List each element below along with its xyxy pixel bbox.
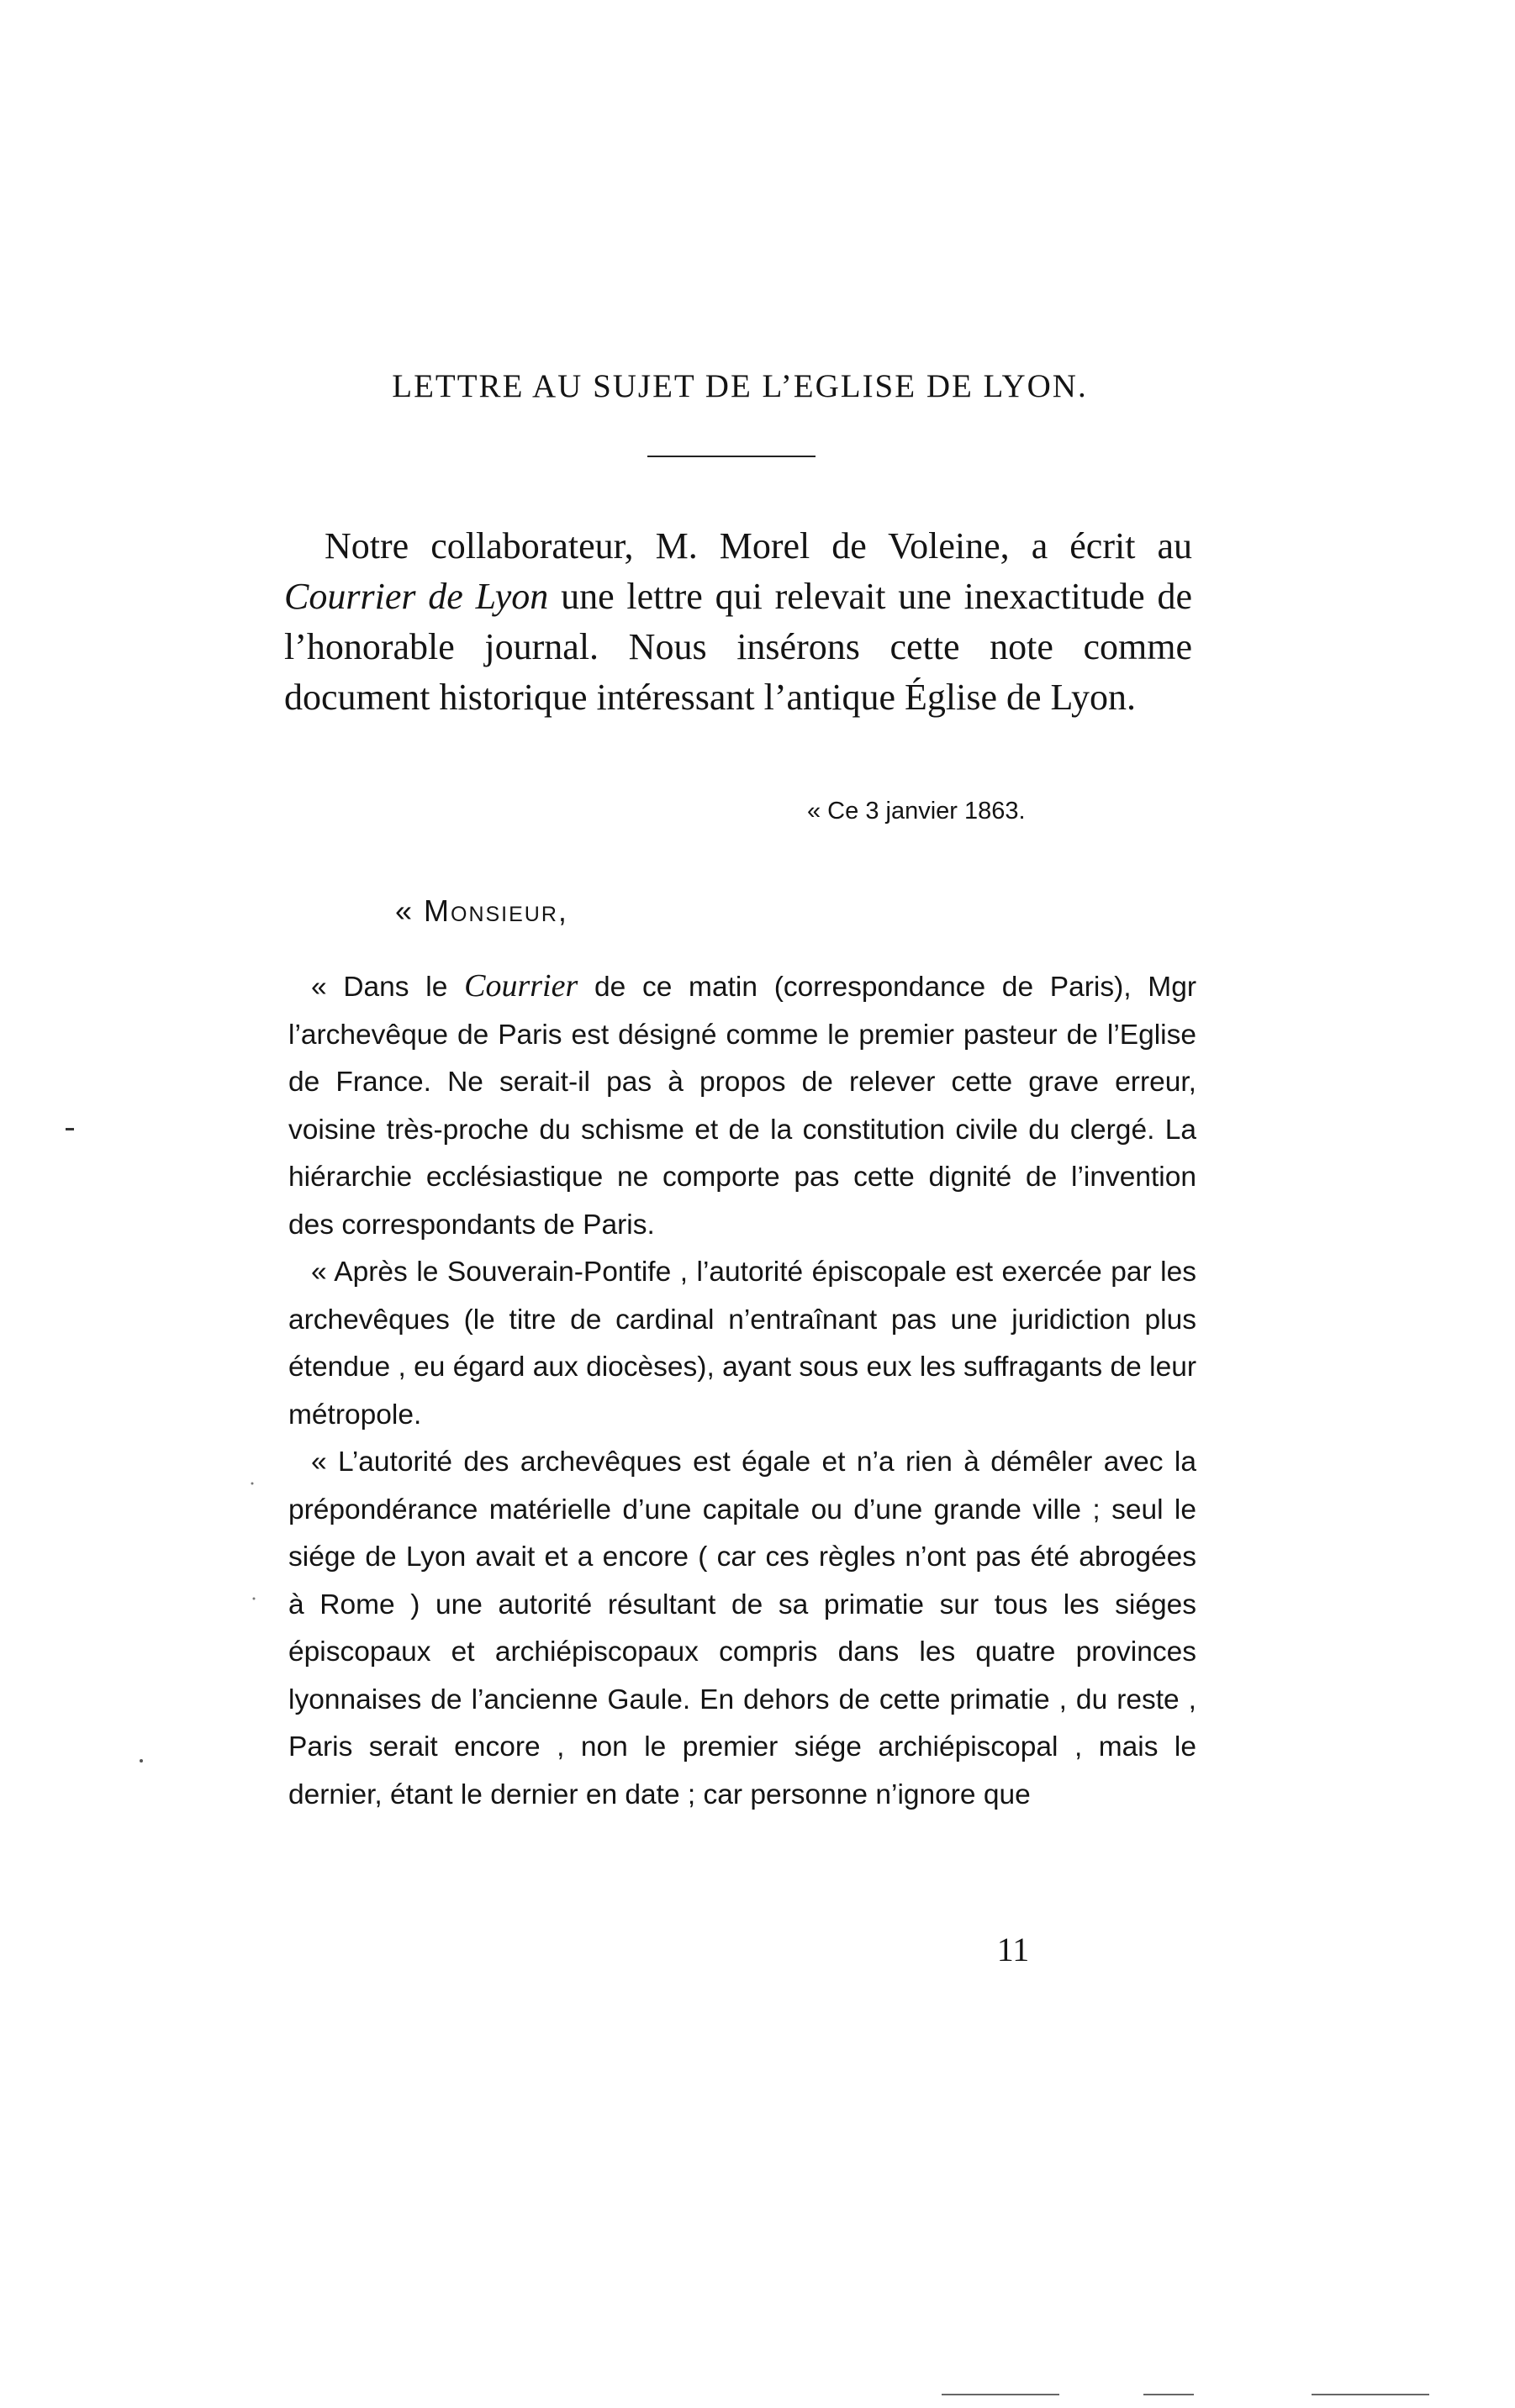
letter-paragraph bbox=[288, 962, 1196, 1249]
newspaper-title: Courrier de Lyon bbox=[284, 576, 549, 617]
margin-speck bbox=[251, 1483, 254, 1485]
letter-date: « Ce 3 janvier 1863. bbox=[807, 798, 1026, 825]
newspaper-name: Courrier bbox=[464, 968, 578, 1004]
letter-paragraph: « Après le Souverain-Pontife , l’autorité épiscopale est exercée par les archevêques (le titre de cardinal n’entraînant pas une juridiction plus étendue , eu égard aux diocèses), ayant sous eux les suffragants de leur métropole. bbox=[288, 1257, 1196, 1431]
margin-speck bbox=[253, 1598, 256, 1600]
intro-paragraph bbox=[284, 521, 1192, 723]
title-divider bbox=[647, 456, 816, 457]
letter-body bbox=[288, 962, 1196, 1819]
margin-speck bbox=[66, 1128, 74, 1130]
letter-paragraph: « L’autorité des archevêques est égale et n’a rien à démêler avec la prépondérance matérielle d’une capitale ou d’une grande ville ; seul le siége de Lyon avait et a encore ( car ces règles n’ont pas été abrogées à Rome ) une autorité résultant de sa primatie sur tous les siéges épiscopaux et archiépiscopaux compris dans les quatre provinces lyonnaises de l’ancienne Gaule. En dehors de cette primatie , du reste , Paris serait encore , non le premier siége archiépiscopal , mais le dernier, étant le dernier en date ; car personne n’ignore que bbox=[288, 1446, 1196, 1810]
bottom-dash bbox=[1143, 2394, 1194, 2395]
letter-salutation: « Monsieur, bbox=[395, 893, 568, 928]
page-title: LETTRE AU SUJET DE L’EGLISE DE LYON. bbox=[392, 368, 1088, 404]
paragraph-text-start: « Dans le bbox=[311, 972, 465, 1003]
page-number: 11 bbox=[996, 1931, 1030, 1968]
bottom-dash bbox=[1312, 2394, 1429, 2395]
paragraph-text-end: de ce matin (correspondance de Paris), Mgr l’archevêque de Paris est désigné comme le premier pasteur de l’Eglise de France. Ne serait-il pas à propos de relever cette grave erreur, voisine très-proche du schisme et de la constitution civile du clergé. La hiérarchie ecclésiastique ne comporte pas cette dignité de l’invention des correspondants de Paris. bbox=[288, 972, 1196, 1241]
margin-speck bbox=[140, 1759, 143, 1763]
intro-text-start: Notre collaborateur, M. Morel de Voleine, a écrit au bbox=[325, 525, 1192, 566]
intro-text bbox=[284, 521, 1192, 723]
intro-text-end: une lettre qui relevait une inexactitude de l’honorable journal. Nous insérons cette note comme document historique intéressant l’antique Église de Lyon. bbox=[284, 576, 1192, 718]
bottom-dash bbox=[942, 2394, 1059, 2395]
